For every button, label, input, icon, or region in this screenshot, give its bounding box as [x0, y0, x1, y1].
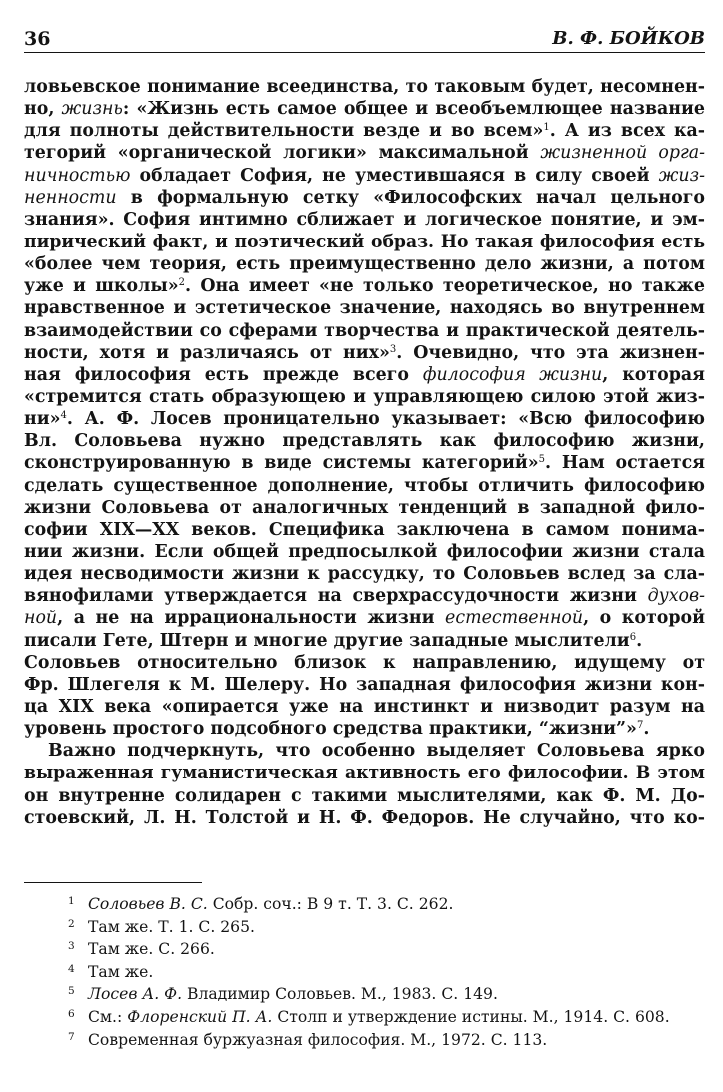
- footnote-text: [88, 917, 705, 938]
- italic-text: духов-: [647, 586, 705, 607]
- text-run: жизни Соловьева от аналогичных тенденций в западной фило-: [24, 497, 705, 518]
- text-run: См.:: [88, 1007, 128, 1026]
- text-run: , а не на иррациональности жизни: [57, 608, 446, 629]
- text-line: [24, 519, 705, 541]
- text-run: . Очевидно, что эта жизнен-: [396, 342, 705, 363]
- italic-text: Лосев А. Ф.: [88, 985, 183, 1004]
- text-run: : «Жизнь есть самое общее и всеобъемлющее название: [122, 99, 705, 120]
- text-line: [24, 696, 705, 718]
- text-run: . Нам остается: [545, 453, 705, 474]
- text-run: сконструированную в виде системы категорий»: [24, 453, 539, 474]
- footnote-number: 5: [68, 985, 75, 998]
- text-line: [24, 541, 705, 563]
- footnotes: [24, 894, 705, 1052]
- text-run: Владимир Соловьев. М., 1983. С. 149.: [182, 985, 498, 1004]
- text-run: , которая: [602, 364, 706, 385]
- text-run: выраженная гуманистическая активность его философии. В этом: [24, 763, 705, 784]
- text-run: Там же. С. 266.: [88, 940, 215, 959]
- footnote-number: 4: [68, 962, 75, 975]
- text-run: для полноты действительности везде и во всем»: [24, 121, 544, 142]
- footnote-number: 3: [68, 940, 75, 953]
- text-line: [24, 563, 705, 585]
- text-line: [24, 430, 705, 452]
- text-run: он внутренне солидарен с такими мыслителями, как Ф. М. До-: [24, 785, 705, 806]
- text-run: ности, хотя и различаясь от них»: [24, 342, 390, 363]
- footnote: [24, 984, 705, 1005]
- text-run: уже и школы»: [24, 276, 179, 297]
- text-run: . Она имеет «не только теоретическое, но также: [185, 276, 705, 297]
- footnote-text: [88, 894, 705, 915]
- footnote-ref: 5: [538, 454, 546, 466]
- footnote-number: 2: [68, 917, 75, 930]
- footnote: [24, 939, 705, 960]
- footnote-number: 1: [68, 895, 75, 907]
- text-run: вянофилами утверждается на сверхрассудочности жизни: [24, 586, 648, 607]
- text-run: взаимодействии со сферами творчества и практической деятель-: [24, 320, 705, 341]
- text-run: . А из всех ка-: [549, 121, 705, 142]
- text-line: [24, 142, 705, 164]
- text-line: [24, 231, 705, 253]
- text-line: [24, 475, 705, 497]
- text-run: .: [636, 630, 643, 651]
- text-line: [24, 98, 705, 120]
- footnote: [24, 1007, 705, 1028]
- footnote-text: [88, 1007, 705, 1028]
- italic-text: ной: [24, 608, 58, 629]
- text-run: софии XIX—XX веков. Специфика заключена в самом понима-: [24, 519, 705, 540]
- footnote-divider: [24, 882, 202, 883]
- text-run: обладает София, не уместившаяся в силу своей: [130, 165, 659, 186]
- footnote: [24, 917, 705, 938]
- text-run: тегорий «органической логики» максимальной: [24, 143, 541, 164]
- text-line: [24, 718, 705, 740]
- text-line: [24, 607, 705, 629]
- italic-text: философия жизни: [422, 364, 603, 385]
- italic-text: жизненной орга-: [540, 143, 705, 164]
- text-run: но,: [24, 99, 62, 120]
- text-line: [24, 740, 705, 762]
- italic-text: жиз-: [658, 165, 705, 186]
- text-run: нии жизни. Если общей предпосылкой философии жизни стала: [24, 541, 705, 562]
- text-line: [24, 652, 705, 674]
- text-run: сделать существенное дополнение, чтобы отличить философию: [24, 475, 705, 496]
- text-line: [24, 674, 705, 696]
- text-line: [24, 386, 705, 408]
- footnote-ref: 3: [389, 343, 397, 355]
- text-run: знания». София интимно сближает и логическое понятие, и эм-: [24, 209, 705, 230]
- text-run: .: [643, 719, 650, 740]
- text-run: нравственное и эстетическое значение, находясь во внутреннем: [24, 298, 705, 319]
- text-line: [24, 497, 705, 519]
- footnote-ref: 4: [60, 410, 67, 422]
- text-run: Фр. Шлегеля к М. Шелеру. Но западная философия жизни кон-: [24, 674, 705, 695]
- text-run: ловьевское понимание всеединства, то таковым будет, несомнен-: [24, 77, 705, 97]
- text-run: уровень простого подсобного средства практики, “жизни”»: [24, 719, 637, 740]
- footnote: [24, 894, 705, 915]
- text-line: [24, 630, 705, 652]
- italic-text: Соловьев В. С.: [88, 895, 208, 913]
- text-run: ни»: [24, 409, 61, 430]
- text-line: [24, 364, 705, 386]
- text-line: [24, 253, 705, 275]
- text-line: [24, 187, 705, 209]
- footnote: [24, 1030, 705, 1051]
- text-run: «стремится стать образующею и управляющею силою этой жиз-: [24, 386, 705, 407]
- text-run: Столп и утверждение истины. М., 1914. С. 608.: [272, 1007, 670, 1026]
- text-line: [24, 762, 705, 784]
- italic-text: естественной: [445, 608, 584, 629]
- text-line: [24, 408, 705, 430]
- footnote-ref: 2: [178, 277, 186, 289]
- main-text: [24, 76, 705, 829]
- footnote: [24, 962, 705, 983]
- footnote-text: [88, 962, 705, 983]
- footnote-ref: 7: [636, 720, 644, 732]
- text-line: [24, 585, 705, 607]
- footnote-text: [88, 984, 705, 1005]
- text-line: [24, 452, 705, 474]
- page-number: 36: [24, 28, 51, 50]
- text-run: в формальную сетку «Философских начал цельного: [116, 187, 705, 208]
- italic-text: жизнь: [61, 99, 123, 120]
- text-line: [24, 320, 705, 342]
- text-run: Соловьев относительно близок к направлению, идущему от: [24, 652, 705, 673]
- text-line: [24, 120, 705, 142]
- italic-text: ничностью: [24, 165, 131, 186]
- text-line: [24, 807, 705, 829]
- text-line: [24, 209, 705, 231]
- text-run: пирический факт, и поэтический образ. Но такая философия есть: [24, 231, 705, 252]
- text-line: [24, 275, 705, 297]
- footnote-text: [88, 939, 705, 960]
- text-run: Современная буржуазная философия. М., 1972. С. 113.: [88, 1030, 548, 1049]
- text-line: [24, 297, 705, 319]
- italic-text: Флоренский П. А.: [127, 1007, 273, 1026]
- text-line: [24, 76, 705, 98]
- footnote-number: 7: [68, 1030, 75, 1043]
- page-header: [24, 26, 705, 53]
- footnote-ref: 6: [629, 631, 637, 643]
- footnote-text: [88, 1030, 705, 1051]
- text-run: . А. Ф. Лосев проницательно указывает: «Всю философию: [66, 409, 705, 430]
- italic-text: ненности: [24, 187, 117, 208]
- footnote-number: 6: [68, 1007, 75, 1020]
- text-run: Там же. Т. 1. С. 265.: [88, 917, 255, 936]
- text-run: идея несводимости жизни к рассудку, то Соловьев вслед за сла-: [24, 564, 705, 585]
- text-run: ная философия есть прежде всего: [24, 364, 423, 385]
- text-line: [24, 785, 705, 807]
- text-run: Собр. соч.: В 9 т. Т. 3. С. 262.: [207, 895, 454, 913]
- text-line: [24, 165, 705, 187]
- footnote-ref: 1: [543, 122, 550, 134]
- text-run: «более чем теория, есть преимущественно дело жизни, а потом: [24, 254, 705, 275]
- text-run: ца XIX века «опирается уже на инстинкт и низводит разум на: [24, 696, 705, 717]
- text-run: писали Гете, Штерн и многие другие западные мыслители: [24, 630, 630, 651]
- text-run: Важно подчеркнуть, что особенно выделяет Соловьева ярко: [48, 741, 705, 762]
- text-run: стоевский, Л. Н. Толстой и Н. Ф. Федоров. Не случайно, что ко-: [24, 807, 705, 828]
- running-head-author: В. Ф. БОЙКОВ: [552, 28, 705, 49]
- text-run: , о которой: [583, 608, 705, 629]
- text-run: Там же.: [88, 962, 154, 981]
- text-line: [24, 342, 705, 364]
- text-run: Вл. Соловьева нужно представлять как философию жизни,: [24, 431, 705, 452]
